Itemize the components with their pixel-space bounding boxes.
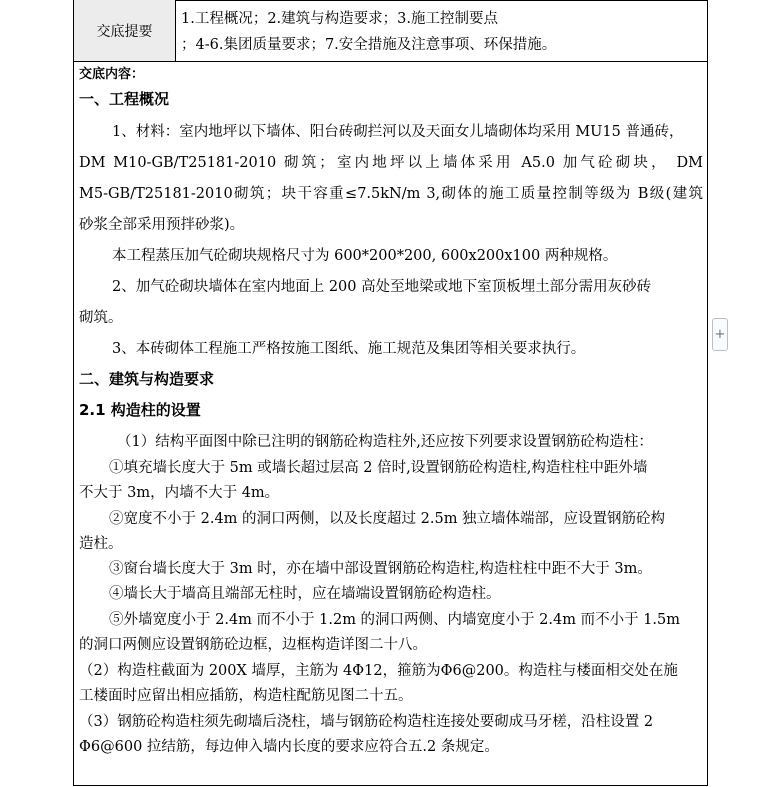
s1-para4: 3、本砖砌体工程施工严格按施工图纸、施工规范及集团等相关要求执行。 [112, 341, 586, 357]
s21-item2-line2: 造柱。 [79, 536, 123, 552]
s21-para1: （1）结构平面图中除已注明的钢筋砼构造柱外,还应按下列要求设置钢筋砼构造柱： [117, 434, 653, 450]
summary-line-1: 1.工程概况；2.建筑与构造要求；3.施工控制要点 [181, 11, 499, 27]
s1-para1-line4: 砂浆全部采用预拌砂浆)。 [79, 217, 245, 233]
section-2-title: 二、建筑与构造要求 [79, 370, 215, 388]
s21-item5-line1: ⑤外墙宽度小于 2.4m 而不小于 1.2m 的洞口两侧、内墙宽度小于 2.4m 而不小于 1.5m [109, 612, 680, 628]
s1-para1-line1: 1、材料：室内地坪以下墙体、阳台砖砌拦河以及天面女儿墙砌体均采用 MU15 普通砖， [112, 124, 684, 140]
s21-item4: ④墙长大于墙高且端部无柱时，应在墙端设置钢筋砼构造柱。 [109, 586, 501, 602]
s1-para1-line2: DM M10-GB/T25181-2010 砌筑；室内地坪以上墙体采用 A5.0 加气砼砌块， DM [79, 155, 703, 171]
summary-text [181, 6, 701, 58]
expand-button[interactable]: + [712, 318, 728, 351]
s21-item1-line1: ①填充墙长度大于 5m 或墙长超过层高 2 倍时,设置钢筋砼构造柱,构造柱柱中距外墙 [109, 460, 648, 476]
s1-para3-line1: 2、加气砼砌块墙体在室内地面上 200 高处至地梁或地下室顶板埋土部分需用灰砂砖 [112, 279, 652, 295]
s21-item3: ③窗台墙长度大于 3m 时，亦在墙中部设置钢筋砼构造柱,构造柱柱中距不大于 3m。 [109, 561, 652, 577]
s21-item2-line1: ②宽度不小于 2.4m 的洞口两侧，以及长度超过 2.5m 独立墙体端部，应设置钢筋砼构 [109, 511, 666, 527]
s1-para3-line2: 砌筑。 [79, 310, 123, 326]
s21-para3-line1: （3）钢筋砼构造柱须先砌墙后浇柱，墙与钢筋砼构造柱连接处要砌成马牙槎，沿柱设置 2 [79, 714, 654, 730]
section-1-title: 一、工程概况 [79, 90, 170, 108]
s21-para2-line1: （2）构造柱截面为 200X 墙厚，主筋为 4Φ12，箍筋为Φ6@200。构造柱与楼面相交处在施 [79, 663, 678, 679]
content-label: 交底内容： [79, 67, 145, 82]
s21-item1-line2: 不大于 3m，内墙不大于 4m。 [79, 485, 280, 501]
s21-item5-line2: 的洞口两侧应设置钢筋砼边框，边框构造详图二十八。 [79, 637, 427, 653]
s1-para1-line3: M5-GB/T25181-2010砌筑；块干容重≤7.5kN/m 3,砌体的施工质量控制等级为 B级(建筑 [79, 186, 703, 202]
summary-line-2: ；4-6.集团质量要求；7.安全措施及注意事项、环保措施。 [181, 37, 557, 53]
disclosure-table [73, 0, 708, 786]
summary-label: 交底提要 [74, 0, 176, 61]
section-2-1-title: 2.1 构造柱的设置 [79, 401, 201, 419]
s1-para2: 本工程蒸压加气砼砌块规格尺寸为 600*200*200, 600x200x100 两种规格。 [112, 248, 618, 264]
s21-para3-line2: Φ6@600 拉结筋，每边伸入墙内长度的要求应符合五.2 条规定。 [79, 739, 499, 755]
s21-para2-line2: 工楼面时应留出相应插筋，构造柱配筋见图二十五。 [79, 688, 413, 704]
summary-row [74, 0, 707, 62]
